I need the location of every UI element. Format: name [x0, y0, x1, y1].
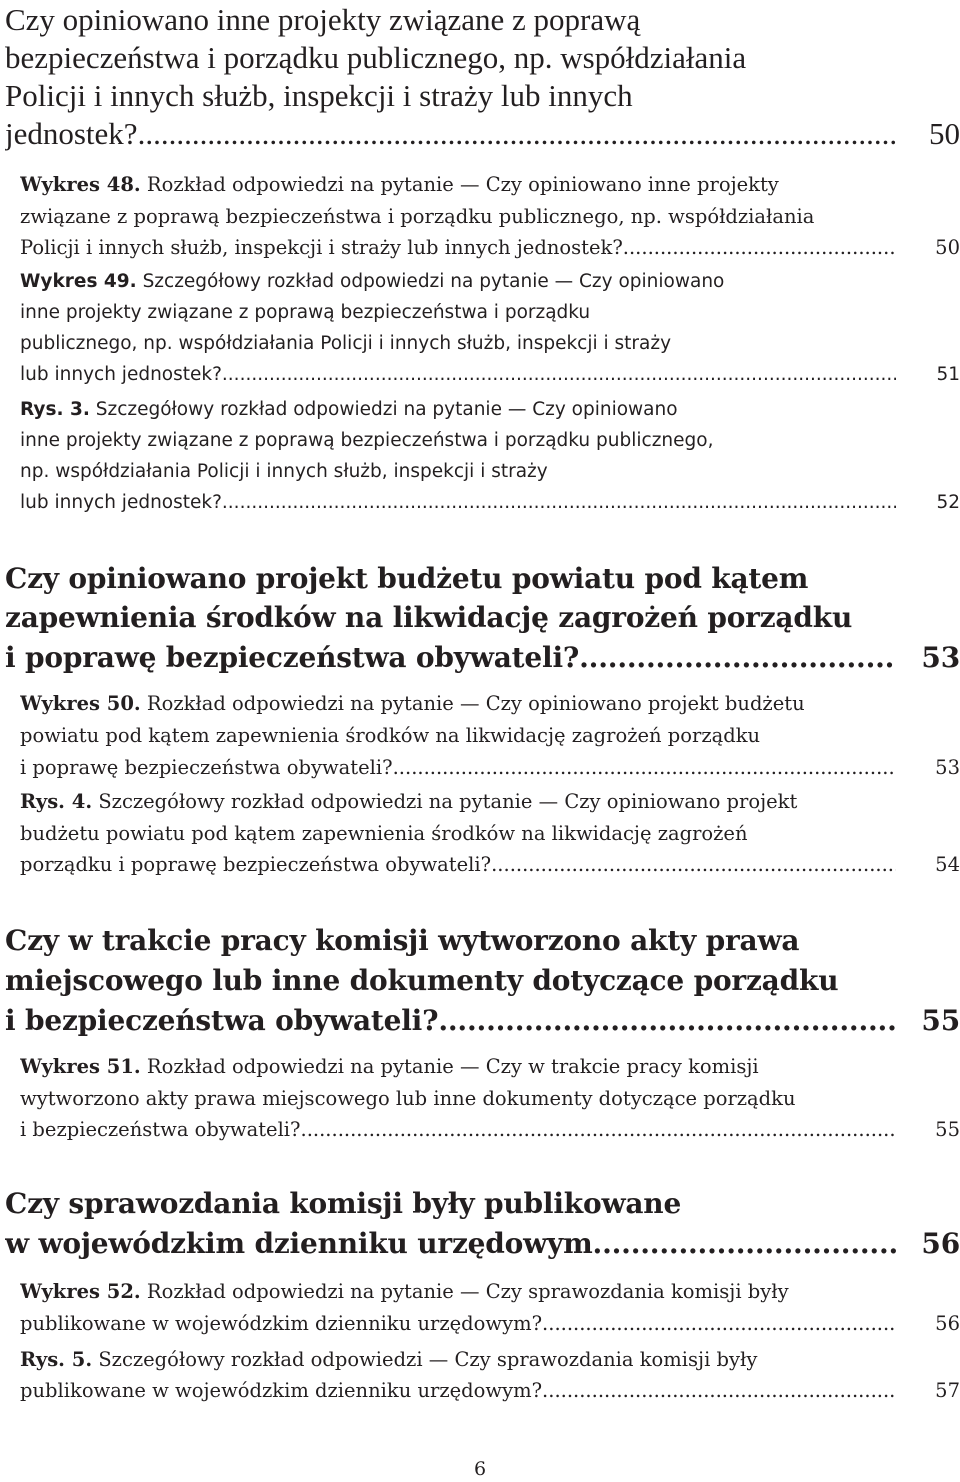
toc-entry-line: budżetu powiatu pod kątem zapewnienia środków na likwidację zagrożeń — [20, 822, 748, 845]
toc-entry-line: inne projekty związane z poprawą bezpieczeństwa i porządku publicznego, — [20, 430, 714, 451]
entry-text: porządku i poprawę bezpieczeństwa obywateli? — [20, 853, 492, 876]
entry-text: lub innych jednostek? — [20, 492, 222, 513]
section-title-line — [5, 1227, 960, 1260]
section-title-line: Czy opiniowano inne projekty związane z poprawą — [5, 2, 641, 37]
section-title-line — [5, 116, 960, 152]
section-title-line — [5, 641, 960, 674]
entry-text: Szczegółowy rozkład odpowiedzi na pytanie — Czy opiniowano — [95, 399, 678, 420]
toc-entry-line — [20, 364, 960, 385]
entry-text: Rozkład odpowiedzi na pytanie — Czy opiniowano projekt budżetu — [146, 692, 805, 715]
toc-entry-line — [20, 399, 960, 420]
entry-label: Rys. 3. — [20, 399, 90, 420]
entry-page-number: 53 — [935, 756, 960, 779]
entry-text: Szczegółowy rozkład odpowiedzi na pytanie — Czy opiniowano projekt — [98, 790, 798, 813]
toc-entry-line — [20, 271, 960, 292]
dot-leader — [222, 364, 896, 385]
entry-label: Wykres 49. — [20, 271, 137, 292]
entry-label: Wykres 51. — [20, 1055, 141, 1078]
toc-entry-line — [20, 1055, 960, 1078]
dot-leader — [542, 1379, 896, 1402]
toc-entry-line — [20, 1118, 960, 1141]
section-title-line: Czy sprawozdania komisji były publikowane — [5, 1187, 682, 1220]
dot-leader — [393, 756, 896, 779]
section-title-line: zapewnienia środków na likwidację zagrożeń porządku — [5, 601, 853, 634]
toc-entry-line — [20, 692, 960, 715]
section-title-text: jednostek? — [5, 116, 138, 151]
entry-label: Rys. 4. — [20, 790, 93, 813]
toc-entry-line: inne projekty związane z poprawą bezpieczeństwa i porządku — [20, 302, 591, 323]
toc-entry-line — [20, 1348, 960, 1371]
toc-entry-line: związane z poprawą bezpieczeństwa i porządku publicznego, np. współdziałania — [20, 205, 815, 228]
entry-text: lub innych jednostek? — [20, 364, 222, 385]
section-page-number: 53 — [921, 641, 960, 674]
entry-page-number: 52 — [936, 492, 960, 513]
toc-entry-line — [20, 1280, 960, 1303]
entry-page-number: 54 — [935, 853, 960, 876]
dot-leader — [593, 1227, 896, 1260]
dot-leader — [138, 116, 896, 152]
section-title-line: Czy opiniowano projekt budżetu powiatu pod kątem — [5, 562, 809, 595]
toc-entry-line: np. współdziałania Policji i innych służb, inspekcji i straży — [20, 461, 548, 482]
toc-entry-line — [20, 173, 960, 196]
entry-page-number: 51 — [936, 364, 960, 385]
dot-leader — [579, 641, 896, 674]
toc-entry-line — [20, 492, 960, 513]
dot-leader — [438, 1004, 896, 1037]
section-page-number: 56 — [921, 1227, 960, 1260]
dot-leader — [491, 853, 896, 876]
toc-entry-line: wytworzono akty prawa miejscowego lub inne dokumenty dotyczące porządku — [20, 1087, 796, 1110]
toc-entry-line — [20, 1379, 960, 1402]
entry-label: Wykres 50. — [20, 692, 141, 715]
dot-leader — [623, 236, 896, 259]
entry-text: Rozkład odpowiedzi na pytanie — Czy opiniowano inne projekty — [146, 173, 779, 196]
toc-entry-line: powiatu pod kątem zapewnienia środków na likwidację zagrożeń porządku — [20, 724, 761, 747]
toc-entry-line: publicznego, np. współdziałania Policji i innych służb, inspekcji i straży — [20, 333, 672, 354]
toc-entry-line — [20, 853, 960, 876]
entry-page-number: 57 — [935, 1379, 960, 1402]
section-title-text: w wojewódzkim dzienniku urzędowym — [5, 1227, 593, 1260]
dot-leader — [542, 1312, 896, 1335]
section-page-number: 55 — [921, 1004, 960, 1037]
entry-page-number: 56 — [935, 1312, 960, 1335]
entry-text: publikowane w wojewódzkim dzienniku urzędowym? — [20, 1312, 543, 1335]
entry-text: Policji i innych służb, inspekcji i straży lub innych jednostek? — [20, 236, 623, 259]
section-title-text: i poprawę bezpieczeństwa obywateli? — [5, 641, 580, 674]
entry-text: Rozkład odpowiedzi na pytanie — Czy w trakcie pracy komisji — [146, 1055, 759, 1078]
section-title-line: Czy w trakcie pracy komisji wytworzono akty prawa — [5, 924, 800, 957]
entry-label: Wykres 52. — [20, 1280, 141, 1303]
section-title-line — [5, 1004, 960, 1037]
entry-text: i bezpieczeństwa obywateli? — [20, 1118, 301, 1141]
toc-entry-line — [20, 790, 960, 813]
section-page-number: 50 — [929, 116, 960, 151]
section-title-line: Policji i innych służb, inspekcji i straży lub innych — [5, 78, 633, 113]
entry-text: Szczegółowy rozkład odpowiedzi na pytanie — Czy opiniowano — [142, 271, 725, 292]
toc-entry-line — [20, 756, 960, 779]
toc-entry-line — [20, 1312, 960, 1335]
entry-page-number: 50 — [935, 236, 960, 259]
page-number: 6 — [473, 1458, 487, 1480]
dot-leader — [301, 1118, 896, 1141]
entry-text: Szczegółowy rozkład odpowiedzi — Czy sprawozdania komisji były — [98, 1348, 758, 1371]
section-title-line: miejscowego lub inne dokumenty dotyczące porządku — [5, 964, 839, 997]
dot-leader — [222, 492, 896, 513]
toc-entry-line — [20, 236, 960, 259]
entry-label: Rys. 5. — [20, 1348, 93, 1371]
entry-text: i poprawę bezpieczeństwa obywateli? — [20, 756, 393, 779]
entry-page-number: 55 — [935, 1118, 960, 1141]
entry-label: Wykres 48. — [20, 173, 141, 196]
entry-text: Rozkład odpowiedzi na pytanie — Czy sprawozdania komisji były — [146, 1280, 789, 1303]
section-title-line: bezpieczeństwa i porządku publicznego, np. współdziałania — [5, 40, 747, 75]
entry-text: publikowane w wojewódzkim dzienniku urzędowym? — [20, 1379, 543, 1402]
section-title-text: i bezpieczeństwa obywateli? — [5, 1004, 439, 1037]
